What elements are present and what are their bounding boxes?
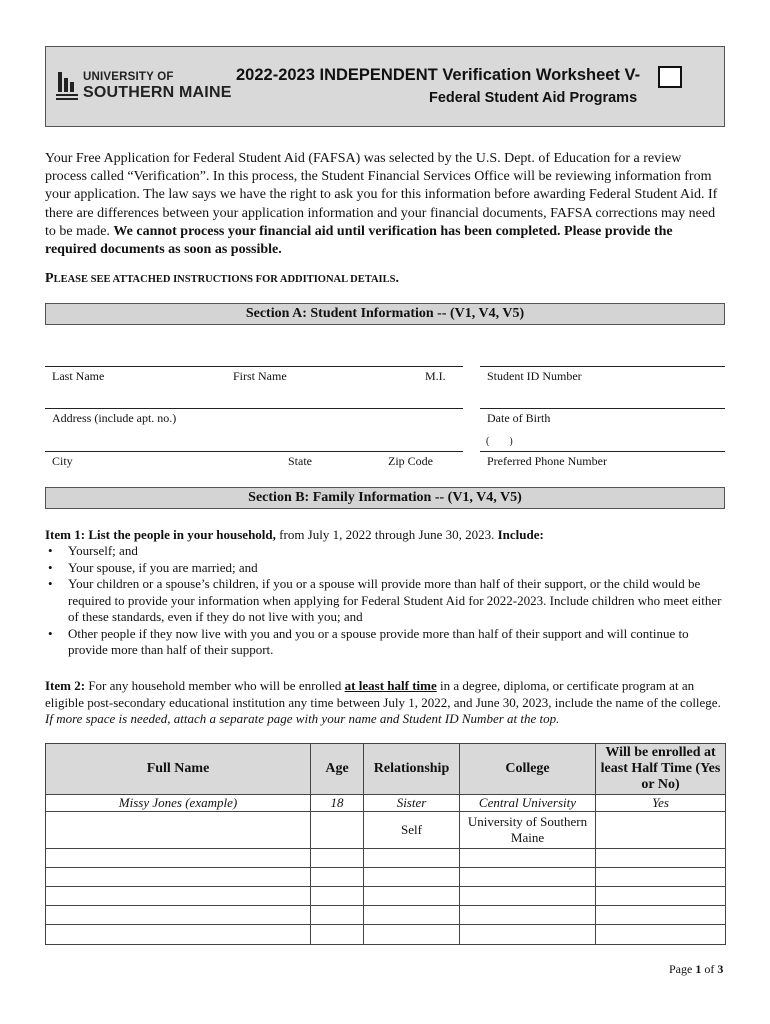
half-time-cell[interactable] [596,887,726,906]
page-of: of [701,962,718,976]
worksheet-checkbox[interactable] [658,66,682,88]
instructions-dot: . [395,271,399,286]
college-cell[interactable]: University of Southern Maine [460,812,596,849]
state-label: State [288,454,312,468]
college-cell[interactable] [460,906,596,925]
student-id-line[interactable] [480,366,725,367]
col-header-age: Age [311,744,364,795]
address-label: Address (include apt. no.) [52,411,177,425]
address-line[interactable] [45,408,463,409]
item-2-body-1: For any household member who will be enrolled [85,678,345,693]
first-name-label: First Name [233,369,287,383]
name-cell[interactable] [46,906,311,925]
table-row [46,887,726,906]
page-title: 2022-2023 INDEPENDENT Verification Worksheet V- [236,66,641,84]
item-1-body: from July 1, 2022 through June 30, 2023. [275,527,498,542]
example-college: Central University [460,795,596,812]
table-row [46,868,726,887]
item-1-text [45,527,730,544]
last-name-label: Last Name [52,369,105,383]
col-header-half-time: Will be enrolled at least Half Time (Yes or No) [596,744,726,795]
usm-logo [56,68,232,108]
example-relationship: Sister [364,795,460,812]
mi-label: M.I. [425,369,446,383]
phone-area-code-parens: ( ) [486,436,513,447]
age-cell[interactable] [311,925,364,945]
intro-text: Your Free Application for Federal Student Aid (FAFSA) was selected by the U.S. Dept. of Education for a review process called “Verification”. In this process, the Student Financial Services Office will be reviewing information from your application. The law says we have the right to ask you for this information before awarding Federal Student Aid. If there are differences between your application information and your financial documents, FAFSA corrections may need to be made. [45,151,718,239]
intro-bold-text: We cannot process your financial aid until verification has been completed. Please provide the required documents as soon as possible. [45,223,673,258]
relationship-cell[interactable] [364,925,460,945]
household-bullets [45,543,730,659]
age-cell[interactable] [311,812,364,849]
table-row-example [46,795,726,812]
section-b-header: Section B: Family Information -- (V1, V4, V5) [45,487,725,509]
name-cell[interactable] [46,868,311,887]
col-header-full-name: Full Name [46,744,311,795]
page-total: 3 [717,962,724,976]
item-2-text [45,678,730,728]
half-time-cell[interactable] [596,812,726,849]
age-cell[interactable] [311,849,364,868]
item-2-italic: If more space is needed, attach a separate page with your name and Student ID Number at the top. [45,711,560,726]
item-2-label: Item 2: [45,678,86,693]
name-cell[interactable] [46,925,311,945]
college-cell[interactable] [460,868,596,887]
name-cell[interactable] [46,887,311,906]
intro-paragraph [45,150,725,259]
example-half-time: Yes [596,795,726,812]
half-time-cell[interactable] [596,868,726,887]
half-time-cell[interactable] [596,906,726,925]
logo-text-bottom: SOUTHERN MAINE [83,84,232,101]
page-label: Page [669,962,696,976]
table-row [46,925,726,945]
item-1-label: Item 1: List the people in your household, [45,527,276,542]
zip-label: Zip Code [388,454,433,468]
instructions-note [45,271,399,287]
dob-line[interactable] [480,408,725,409]
list-item: • Your children or a spouse’s children, if you or a spouse will provide more than half of their support, or the child would be required to provide your information when applying for Federal Student Aid for 2022-2023. Include children who meet either of these standards, even if they do not live with you; and [45,576,730,626]
college-cell[interactable] [460,887,596,906]
table-row [46,812,726,849]
logo-text-top: UNIVERSITY OF [83,71,174,83]
list-item: • Other people if they now live with you and you or a spouse provide more than half of their support and will continue to provide more than half of their support. [45,626,730,659]
item-2-body-2: in a degree, diploma, or certificate program at an eligible post-secondary educational institution any time between July 1, 2022, and June 30, 2023, include the name of the college. [45,678,721,710]
list-item: • Yourself; and [45,543,730,560]
dob-label: Date of Birth [487,411,551,425]
table-row [46,906,726,925]
name-line[interactable] [45,366,463,367]
list-item: • Your spouse, if you are married; and [45,560,730,577]
age-cell[interactable] [311,868,364,887]
relationship-cell[interactable] [364,868,460,887]
college-cell[interactable] [460,925,596,945]
page-subtitle: Federal Student Aid Programs [429,90,638,106]
table-header-row [46,744,726,795]
page-current: 1 [695,962,702,976]
example-name: Missy Jones (example) [46,795,311,812]
example-age: 18 [311,795,364,812]
city-label: City [52,454,73,468]
name-cell[interactable] [46,849,311,868]
lighthouse-logo-icon [56,68,80,104]
col-header-college: College [460,744,596,795]
instructions-text: LEASE SEE ATTACHED INSTRUCTIONS FOR ADDITIONAL DETAILS [53,274,396,285]
page-number [669,962,723,977]
city-state-zip-line[interactable] [45,451,463,452]
age-cell[interactable] [311,887,364,906]
student-id-label: Student ID Number [487,369,582,383]
half-time-cell[interactable] [596,849,726,868]
item-1-include: Include: [497,527,544,542]
relationship-cell[interactable] [364,849,460,868]
section-a-header: Section A: Student Information -- (V1, V4, V5) [45,303,725,325]
relationship-cell[interactable] [364,906,460,925]
phone-label: Preferred Phone Number [487,454,607,468]
age-cell[interactable] [311,906,364,925]
col-header-relationship: Relationship [364,744,460,795]
relationship-cell[interactable] [364,887,460,906]
table-row [46,849,726,868]
half-time-cell[interactable] [596,925,726,945]
college-cell[interactable] [460,849,596,868]
phone-line[interactable] [480,451,725,452]
relationship-cell[interactable]: Self [364,812,460,849]
name-cell[interactable] [46,812,311,849]
household-table [45,743,726,945]
instructions-first-letter: P [45,271,54,286]
item-2-underlined: at least half time [344,678,437,693]
